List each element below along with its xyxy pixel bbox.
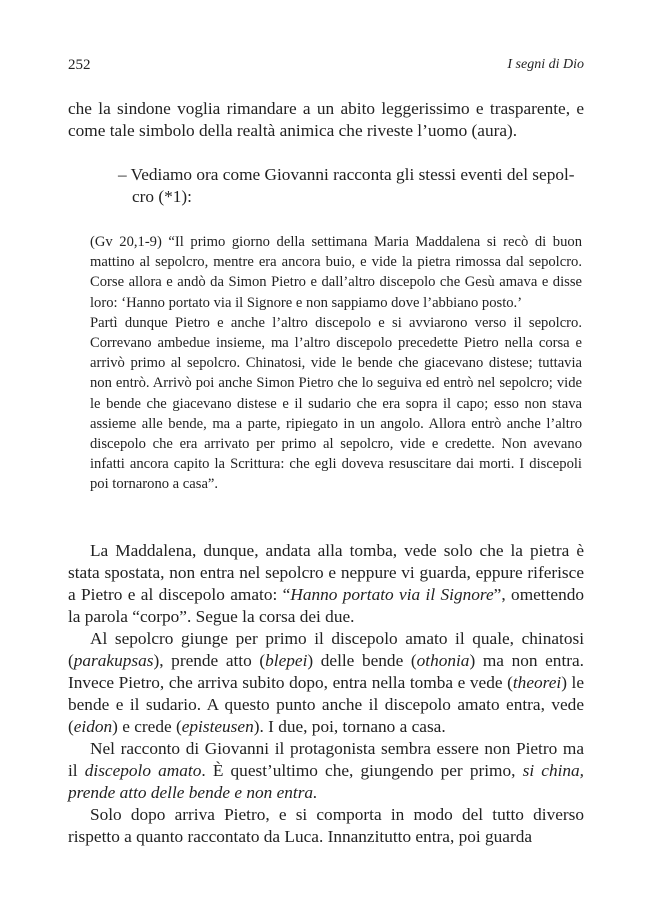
intro-paragraph: che la sindone voglia rimandare a un abito leggerissimo e trasparente, e come tale simbolo della realtà animica che riveste l’uomo (aura). <box>68 99 584 140</box>
dash-item-line-1: – Vediamo ora come Giovanni racconta gli stessi eventi del sepol- <box>118 165 575 184</box>
page-number: 252 <box>68 57 91 73</box>
dash-item <box>118 164 584 208</box>
quote-paragraph-2: Partì dunque Pietro e anche l’altro discepolo e si avviarono verso il sepolcro. Correvano ambedue insieme, ma l’altro discepolo precedette Pietro nella corsa e arrivò primo al sepolcro. Chinatosi, vide le bende che giacevano distese; tuttavia non entrò. Arrivò poi anche Simon Pietro che lo seguiva ed entrò nel sepolcro; vide le bende che giacevano distese e il sudario che era sopra il capo; esso non stava assieme alle bende, ma a parte, ripiegato in un angolo. Allora entrò anche l’altro discepolo che era arrivato per primo al sepolcro, vide e credette. Non avevano infatti ancora capito la Scrittura: che egli doveva resuscitare dai morti. I discepoli poi tornarono a casa”. <box>90 314 582 493</box>
quote-paragraph-1: (Gv 20,1-9) “Il primo giorno della settimana Maria Maddalena si recò di buon mattino al sepolcro, mentre era ancora buio, e vide la pietra rimossa dal sepolcro. Corse allora e andò da Simon Pietro e dall’altro discepolo che Gesù amava e disse loro: ‘Hanno portato via il Signore e non sappiamo dove l’abbiano posto.’ <box>90 234 582 311</box>
page-header <box>68 57 584 79</box>
commentary-block <box>68 540 584 848</box>
commentary-paragraph-2: Al sepolcro giunge per primo il discepolo amato il quale, chinatosi (parakupsas), prende atto (blepei) delle bende (othonia) ma non entra. Invece Pietro, che arriva subito dopo, entra nella tomba e vede (theorei) le bende e il sudario. A questo punto anche il discepolo amato entra, vede (eidon) e crede (episteusen). I due, poi, tornano a casa. <box>68 629 584 736</box>
dash-item-line-2: cro (*1): <box>132 187 192 206</box>
gospel-quote <box>90 232 582 495</box>
running-title: I segni di Dio <box>507 57 584 72</box>
commentary-paragraph-3: Nel racconto di Giovanni il protagonista sembra essere non Pietro ma il discepolo amato. È quest’ultimo che, giungendo per primo, si china, prende atto delle bende e non entra. <box>68 739 584 802</box>
commentary-paragraph-1: La Maddalena, dunque, andata alla tomba, vede solo che la pietra è stata spostata, non entra nel sepolcro e neppure vi guarda, eppure riferisce a Pietro e al discepolo amato: “Hanno portato via il Signore”, omettendo la parola “corpo”. Segue la corsa dei due. <box>68 541 584 626</box>
intro-block <box>68 98 584 142</box>
commentary-paragraph-4: Solo dopo arriva Pietro, e si comporta in modo del tutto diverso rispetto a quanto raccontato da Luca. Innanzitutto entra, poi guarda <box>68 805 584 846</box>
